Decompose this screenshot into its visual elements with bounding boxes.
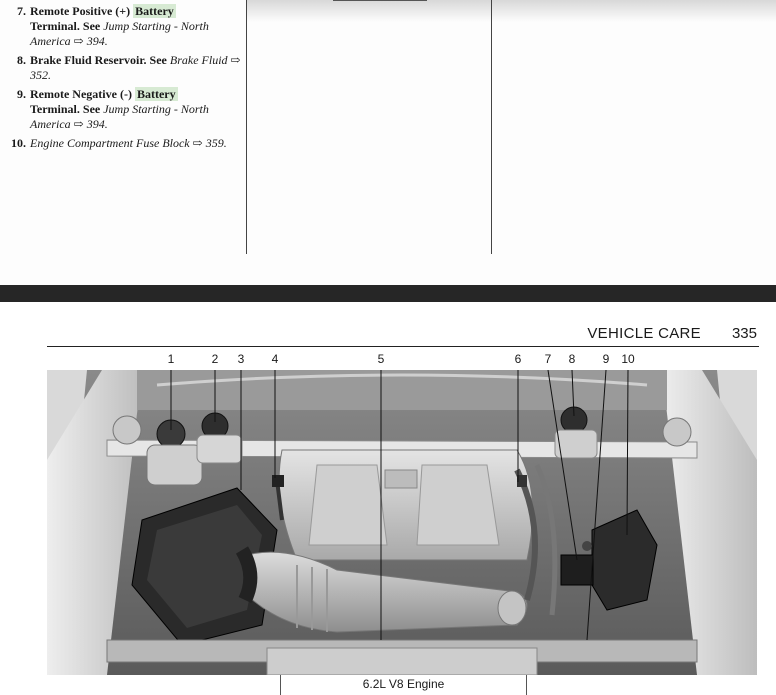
callout-8: 8 (568, 352, 576, 366)
callout-5: 5 (377, 352, 385, 366)
engine-key-list (6, 4, 242, 155)
callout-9: 9 (602, 352, 610, 366)
page-separator (0, 285, 776, 302)
key-item-10: 10. Engine Compartment Fuse Block ⇨ 359. (11, 136, 227, 150)
key-item-7: 7. Remote Positive (+) Battery Terminal. See Jump Starting - North America ⇨ 394. (17, 4, 209, 48)
callout-numbers (0, 352, 776, 370)
section-title: VEHICLE CARE (587, 325, 701, 342)
cross-reference-link[interactable]: Jump Starting - North America (30, 102, 209, 131)
callout-4: 4 (271, 352, 279, 366)
cross-reference-link[interactable]: Jump Starting - North America (30, 19, 209, 48)
callout-7: 7 (544, 352, 552, 366)
figure-caption: 6.2L V8 Engine (362, 677, 445, 691)
column-divider (246, 0, 247, 254)
figure-caption-box (280, 675, 527, 695)
page-header (47, 322, 759, 347)
page-number: 335 (731, 325, 757, 342)
search-highlight: Battery (135, 4, 174, 18)
callout-3: 3 (237, 352, 245, 366)
cross-reference-link[interactable]: Engine Compartment Fuse Block (30, 136, 190, 150)
key-item-8: 8. Brake Fluid Reservoir. See Brake Fluid ⇨ 352. (17, 53, 241, 82)
column-divider (491, 0, 492, 254)
search-highlight: Battery (136, 87, 176, 101)
key-item-9: 9. Remote Negative (-) Battery Terminal. See Jump Starting - North America ⇨ 394. (17, 87, 209, 131)
callout-6: 6 (514, 352, 522, 366)
callout-2: 2 (211, 352, 219, 366)
callout-1: 1 (167, 352, 175, 366)
engine-compartment-photo (47, 370, 757, 675)
previous-page-fragment (0, 0, 776, 285)
callout-10: 10 (621, 352, 635, 366)
cross-reference-link[interactable]: Brake Fluid (169, 53, 228, 67)
